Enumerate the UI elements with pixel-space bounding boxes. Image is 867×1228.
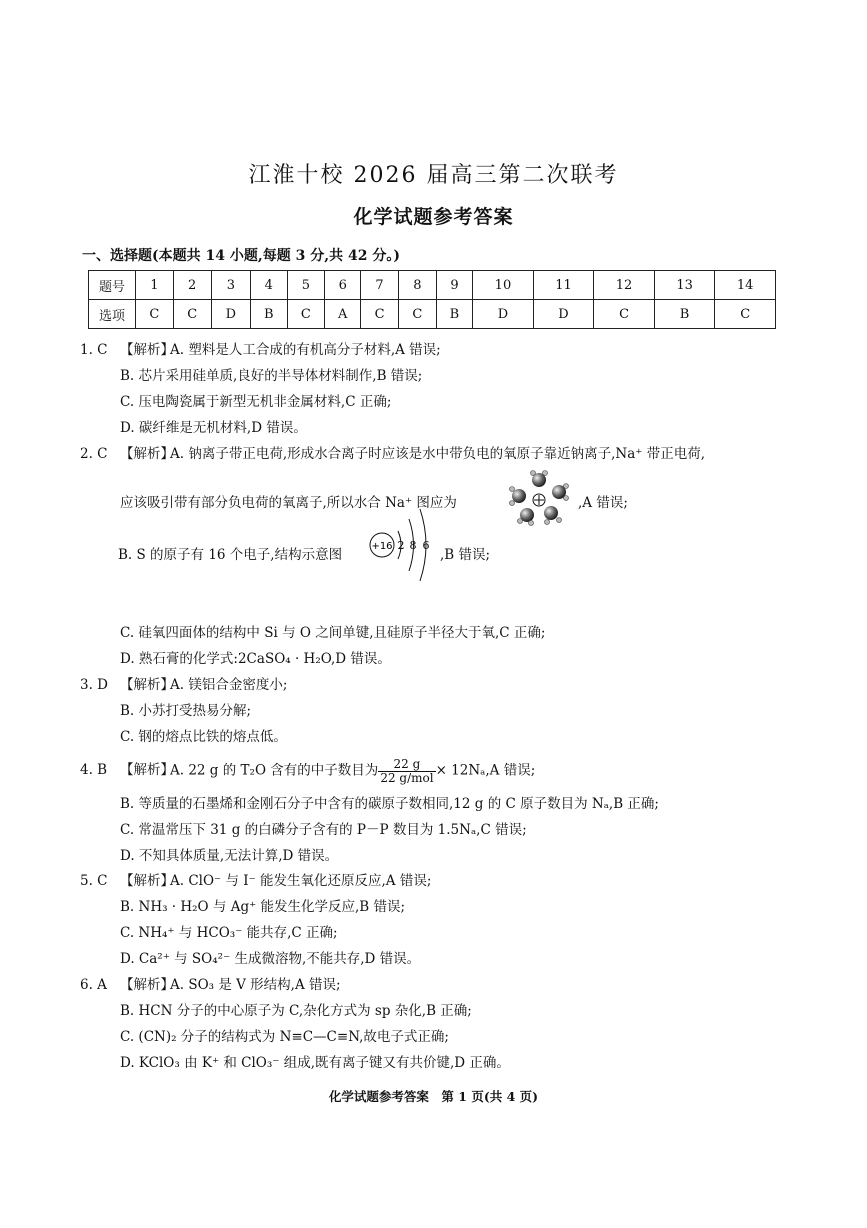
question-6-answer: 6. A bbox=[80, 977, 107, 993]
answer-table-answer-row bbox=[89, 300, 776, 329]
q6-option-a: A. SO₃ 是 V 形结构,A 错误; bbox=[170, 977, 341, 993]
question-4-answer: 4. B bbox=[80, 762, 108, 778]
shell-electrons-1: 2 bbox=[397, 539, 405, 552]
row-label-answer: 选项 bbox=[89, 300, 136, 329]
shell-electrons-3: 6 bbox=[422, 539, 430, 552]
water-molecule bbox=[552, 484, 569, 501]
q2-option-b-tail: ,B 错误; bbox=[440, 547, 491, 563]
question-number: 3 bbox=[211, 271, 250, 300]
q4-option-a-tail: × 12Nₐ,A 错误; bbox=[435, 762, 536, 779]
answer-cell: C bbox=[715, 300, 776, 329]
q5-option-d: D. Ca²⁺ 与 SO₄²⁻ 生成微溶物,不能共存,D 错误。 bbox=[120, 951, 421, 967]
analysis-tag: 【解析】 bbox=[120, 873, 174, 889]
fraction-denominator: 22 g/mol bbox=[380, 770, 434, 785]
answer-cell: C bbox=[173, 300, 211, 329]
answer-cell: C bbox=[361, 300, 399, 329]
question-number: 14 bbox=[715, 271, 776, 300]
answer-table bbox=[88, 270, 776, 329]
q4-option-a bbox=[170, 758, 535, 784]
q1-option-b: B. 芯片采用硅单质,良好的半导体材料制作,B 错误; bbox=[120, 368, 423, 384]
shell-electrons-2: 8 bbox=[409, 539, 417, 552]
analysis-tag: 【解析】 bbox=[120, 342, 174, 358]
page-footer: 化学试题参考答案 第 1 页(共 4 页) bbox=[328, 1089, 539, 1104]
q2-option-b-text: B. S 的原子有 16 个电子,结构示意图 bbox=[118, 547, 343, 563]
q4-option-d: D. 不知具体质量,无法计算,D 错误。 bbox=[120, 848, 339, 864]
q3-option-c: C. 钢的熔点比铁的熔点低。 bbox=[120, 729, 287, 745]
row-label-number: 题号 bbox=[89, 271, 136, 300]
question-number: 6 bbox=[325, 271, 361, 300]
analysis-tag: 【解析】 bbox=[120, 677, 174, 693]
question-number: 4 bbox=[251, 271, 287, 300]
question-5-answer: 5. C bbox=[80, 873, 108, 889]
answer-table-number-row bbox=[89, 271, 776, 300]
q1-option-a: A. 塑料是人工合成的有机高分子材料,A 错误; bbox=[170, 342, 441, 358]
water-molecule bbox=[531, 471, 548, 488]
page-subtitle: 化学试题参考答案 bbox=[353, 206, 514, 228]
q2-option-a-line2: 应该吸引带有部分负电荷的氧离子,所以水合 Na⁺ 图应为 bbox=[120, 495, 457, 511]
q4-option-c: C. 常温常压下 31 g 的白磷分子含有的 P－P 数目为 1.5Nₐ,C 错误; bbox=[120, 822, 527, 838]
answer-cell: A bbox=[325, 300, 361, 329]
q1-option-c: C. 压电陶瓷属于新型无机非金属材料,C 正确; bbox=[120, 394, 392, 410]
answer-cell: D bbox=[211, 300, 250, 329]
q1-option-d: D. 碳纤维是无机材料,D 错误。 bbox=[120, 420, 307, 436]
answer-cell: C bbox=[594, 300, 655, 329]
answer-cell: C bbox=[398, 300, 436, 329]
question-number: 11 bbox=[533, 271, 594, 300]
q5-option-a: A. ClO⁻ 与 I⁻ 能发生氧化还原反应,A 错误; bbox=[170, 873, 432, 889]
answer-cell: B bbox=[654, 300, 715, 329]
q2-option-d: D. 熟石膏的化学式:2CaSO₄ · H₂O,D 错误。 bbox=[120, 651, 391, 667]
answer-cell: B bbox=[436, 300, 472, 329]
q5-option-c: C. NH₄⁺ 与 HCO₃⁻ 能共存,C 正确; bbox=[120, 925, 338, 941]
question-number: 12 bbox=[594, 271, 655, 300]
fraction bbox=[378, 758, 435, 784]
q3-option-a: A. 镁铝合金密度小; bbox=[170, 677, 288, 693]
q4-option-b: B. 等质量的石墨烯和金刚石分子中含有的碳原子数相同,12 g 的 C 原子数目为 Nₐ,B 正确; bbox=[120, 796, 659, 812]
hydrated-sodium-ion-figure bbox=[503, 470, 575, 526]
analysis-tag: 【解析】 bbox=[120, 762, 174, 778]
answer-cell: C bbox=[136, 300, 174, 329]
q2-option-c: C. 硅氧四面体的结构中 Si 与 O 之间单键,且硅原子半径大于氧,C 正确; bbox=[120, 625, 546, 641]
question-1-answer: 1. C bbox=[80, 342, 108, 358]
question-number: 1 bbox=[136, 271, 174, 300]
q5-option-b: B. NH₃ · H₂O 与 Ag⁺ 能发生化学反应,B 错误; bbox=[120, 899, 406, 915]
q3-option-b: B. 小苏打受热易分解; bbox=[120, 703, 252, 719]
analysis-tag: 【解析】 bbox=[120, 446, 174, 462]
water-molecule bbox=[518, 508, 535, 526]
question-number: 9 bbox=[436, 271, 472, 300]
answer-cell: C bbox=[287, 300, 325, 329]
q2-option-a-tail: ,A 错误; bbox=[578, 495, 628, 511]
section-heading: 一、选择题(本题共 14 小题,每题 3 分,共 42 分。) bbox=[82, 248, 400, 264]
answer-cell: B bbox=[251, 300, 287, 329]
q2-option-a-line1: A. 钠离子带正电荷,形成水合离子时应该是水中带负电的氧原子靠近钠离子,Na⁺ 带正电荷, bbox=[170, 446, 705, 462]
question-number: 10 bbox=[473, 271, 534, 300]
page-title: 江淮十校 2026 届高三第二次联考 bbox=[248, 163, 619, 188]
nucleus-charge: +16 bbox=[371, 541, 393, 552]
question-3-answer: 3. D bbox=[80, 677, 108, 693]
sodium-ion bbox=[533, 494, 545, 506]
question-number: 7 bbox=[361, 271, 399, 300]
question-2-answer: 2. C bbox=[80, 446, 108, 462]
question-number: 2 bbox=[173, 271, 211, 300]
question-number: 5 bbox=[287, 271, 325, 300]
q6-option-c: C. (CN)₂ 分子的结构式为 N≡C—C≡N,故电子式正确; bbox=[120, 1029, 449, 1045]
question-number: 8 bbox=[398, 271, 436, 300]
question-number: 13 bbox=[654, 271, 715, 300]
q6-option-b: B. HCN 分子的中心原子为 C,杂化方式为 sp 杂化,B 正确; bbox=[120, 1003, 472, 1019]
q2-option-b bbox=[118, 539, 491, 563]
answer-cell: D bbox=[473, 300, 534, 329]
analysis-tag: 【解析】 bbox=[120, 977, 174, 993]
q4-option-a-text: A. 22 g 的 T₂O 含有的中子数目为 bbox=[170, 762, 379, 779]
answer-cell: D bbox=[533, 300, 594, 329]
water-molecule bbox=[510, 487, 527, 506]
water-molecule bbox=[544, 506, 562, 525]
fraction-numerator: 22 g bbox=[378, 758, 435, 772]
sulfur-atom-structure-diagram bbox=[368, 505, 442, 587]
q6-option-d: D. KClO₃ 由 K⁺ 和 ClO₃⁻ 组成,既有离子键又有共价键,D 正确。 bbox=[120, 1055, 510, 1071]
